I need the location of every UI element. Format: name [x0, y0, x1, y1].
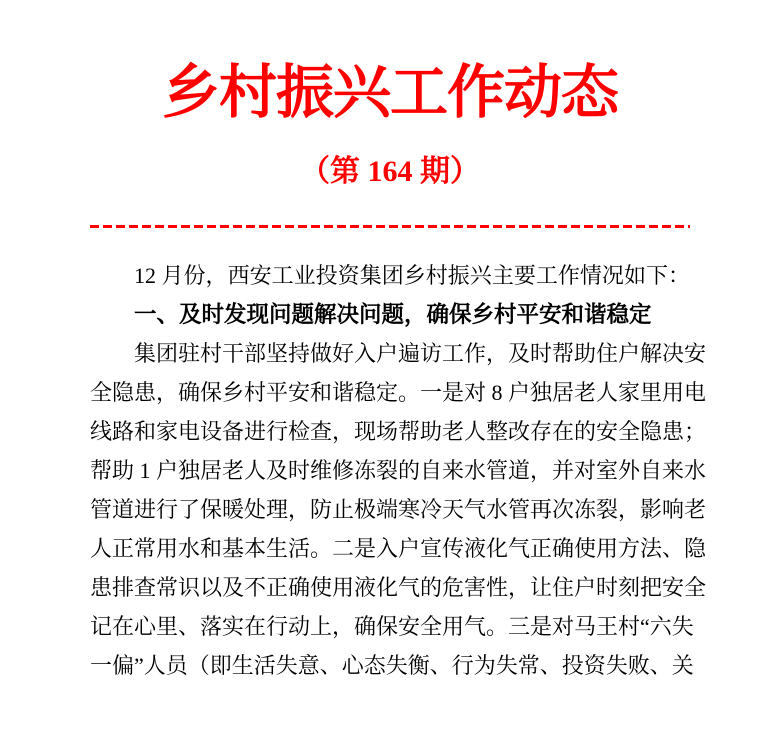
paragraph-line-6: 人正常用水和基本生活。二是入户宣传液化气正确使用方法、隐: [90, 536, 707, 561]
document-title: 乡村振兴工作动态: [161, 60, 618, 125]
paragraph-line-3: 线路和家电设备进行检查，现场帮助老人整改存在的安全隐患；: [90, 419, 707, 444]
paragraph-line-5: 管道进行了保暖处理，防止极端寒冷天气水管再次冻裂，影响老: [90, 497, 707, 522]
document-body: [90, 256, 707, 685]
paragraph-line-8: 记在心里、落实在行动上，确保安全用气。三是对马王村“六失: [90, 614, 694, 639]
issue-number: （第 164 期）: [300, 155, 480, 188]
paragraph-line-4: 帮助 1 户独居老人及时维修冻裂的自来水管道，并对室外自来水: [90, 458, 707, 483]
paragraph-line-2: 全隐患，确保乡村平安和谐稳定。一是对 8 户独居老人家里用电: [90, 380, 707, 405]
intro-line: 12 月份，西安工业投资集团乡村振兴主要工作情况如下：: [134, 263, 690, 288]
paragraph-line-9: 一偏”人员（即生活失意、心态失衡、行为失常、投资失败、关: [90, 653, 694, 678]
paragraph-line-7: 患排查常识以及不正确使用液化气的危害性，让住户时刻把安全: [90, 575, 707, 600]
red-dashed-divider: [90, 225, 690, 228]
section-heading: 一、及时发现问题解决问题，确保乡村平安和谐稳定: [134, 302, 652, 327]
paragraph-line-1: 集团驻村干部坚持做好入户遍访工作，及时帮助住户解决安: [134, 341, 707, 366]
